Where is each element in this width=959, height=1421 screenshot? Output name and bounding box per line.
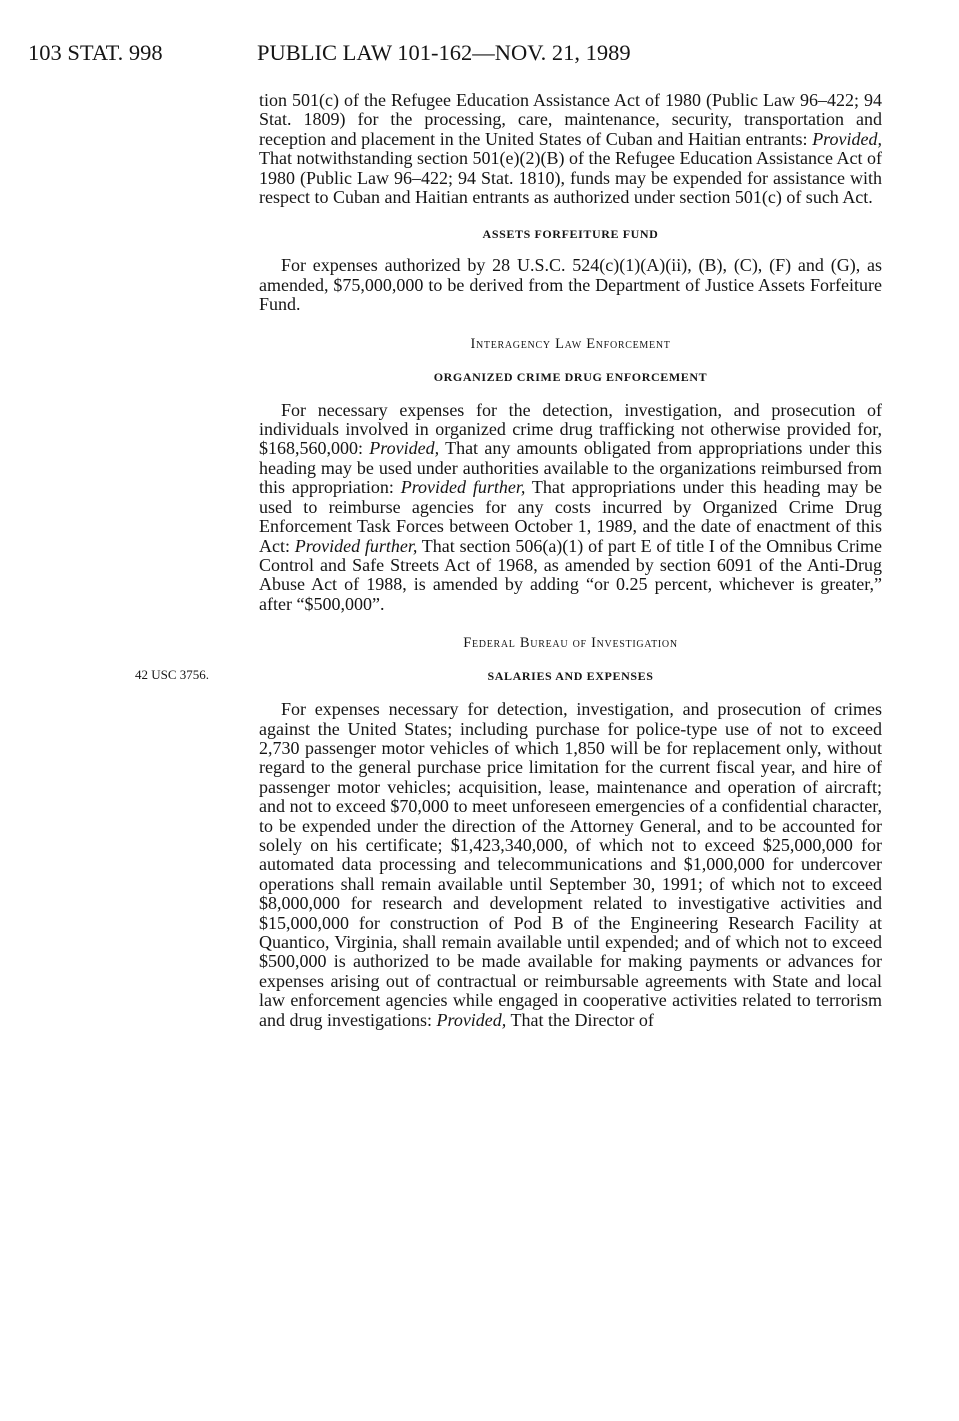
paragraph-fbi-salaries xyxy=(259,700,882,1030)
paragraph-refugee-assistance xyxy=(259,91,882,207)
heading-salaries-and-expenses: SALARIES AND EXPENSES xyxy=(487,669,654,684)
text-run: That the Director of xyxy=(506,1009,654,1030)
paragraph-assets-forfeiture: For expenses authorized by 28 U.S.C. 524(c)(1)(A)(ii), (B), (C), (F) and (G), as amended, $75,000,000 to be derived from the Department of Justice Assets Forfeiture Fund. xyxy=(259,255,882,315)
italic-proviso: Provided further, xyxy=(400,477,526,498)
text-run: That appropriations under this heading may be used to reimburse agencies for any costs incurred by Organized Crime Drug Enforcement Task Forces between October 1, 1989, and the date of enactment of this Act: xyxy=(259,477,882,556)
text-run: tion 501(c) of the Refugee Education Assistance Act of 1980 (Public Law 96–422; 94 Stat. 1809) for the processing, care, maintenance, security, transportation and reception and placement in the United States of Cuban and Haitian entrants: xyxy=(259,90,882,149)
text-run: That section 506(a)(1) of part E of title I of the Omnibus Crime Control and Safe Streets Act of 1968, as amended by section 6091 of the Anti-Drug Abuse Act of 1988, is amended by adding “or 0.25 percent, whichever is greater,” after “$500,000”. xyxy=(259,535,882,614)
stat-page-reference: 103 STAT. 998 xyxy=(28,40,163,65)
italic-proviso: Provided, xyxy=(369,438,440,459)
text-run: That any amounts obligated from appropriations under this heading may be used under authorities available to the organizations reimbursed from this appropriation: xyxy=(259,438,882,498)
italic-proviso: Provided, xyxy=(436,1009,507,1030)
text-run: That notwithstanding section 501(e)(2)(B) of the Refugee Education Assistance Act of 1980 (Public Law 96–422; 94 Stat. 1810), funds may be expended for assistance with respect to Cuban and Haitian entrants as authorized under section 501(c) of such Act. xyxy=(259,148,882,208)
heading-interagency-law-enforcement: Interagency Law Enforcement xyxy=(470,335,671,352)
heading-organized-crime-drug-enforcement: ORGANIZED CRIME DRUG ENFORCEMENT xyxy=(433,369,708,384)
text-run: For necessary expenses for the detection, investigation, and prosecution of individuals involved in organized crime drug trafficking not otherwise provided for, $168,560,000: xyxy=(259,399,882,459)
body-text xyxy=(259,91,882,1030)
italic-proviso: Provided, xyxy=(812,128,882,149)
italic-proviso: Provided further, xyxy=(294,535,418,556)
paragraph-organized-crime xyxy=(259,401,882,614)
heading-federal-bureau-of-investigation: Federal Bureau of Investigation xyxy=(463,635,678,652)
text-run: For expenses necessary for detection, investigation, and prosecution of crimes against the United States; including purchase for police-type use of not to exceed 2,730 passenger motor vehicles of which 1,850 will be for replacement only, without regard to the general purchase price limitation for the current fiscal year, and hire of passenger motor vehicles; acquisition, lease, maintenance and operation of aircraft; and not to exceed $70,000 to meet unforeseen emergencies of a confidential character, to be expended under the direction of the Attorney General, and to be accounted for solely on his certificate; $1,423,340,000, of which not to exceed $25,000,000 for automated data processing and telecommunications and $1,000,000 for undercover operations shall remain available until September 30, 1991; of which not to exceed $8,000,000 for research and development related to investigative activities and $15,000,000 for construction of Pod B of the Engineering Research Facility at Quantico, Virginia, shall remain available until expended; and of which not to exceed $500,000 is authorized to be made available for making payments or advances for expenses arising out of contractual or reimbursable agreements with State and local law enforcement agencies while engaged in cooperative activities related to terrorism and drug investigations: xyxy=(259,699,882,1030)
margin-citation: 42 USC 3756. xyxy=(134,667,209,682)
page-header xyxy=(0,38,959,68)
heading-assets-forfeiture-fund: ASSETS FORFEITURE FUND xyxy=(482,227,659,242)
public-law-reference: PUBLIC LAW 101-162—NOV. 21, 1989 xyxy=(257,40,631,65)
